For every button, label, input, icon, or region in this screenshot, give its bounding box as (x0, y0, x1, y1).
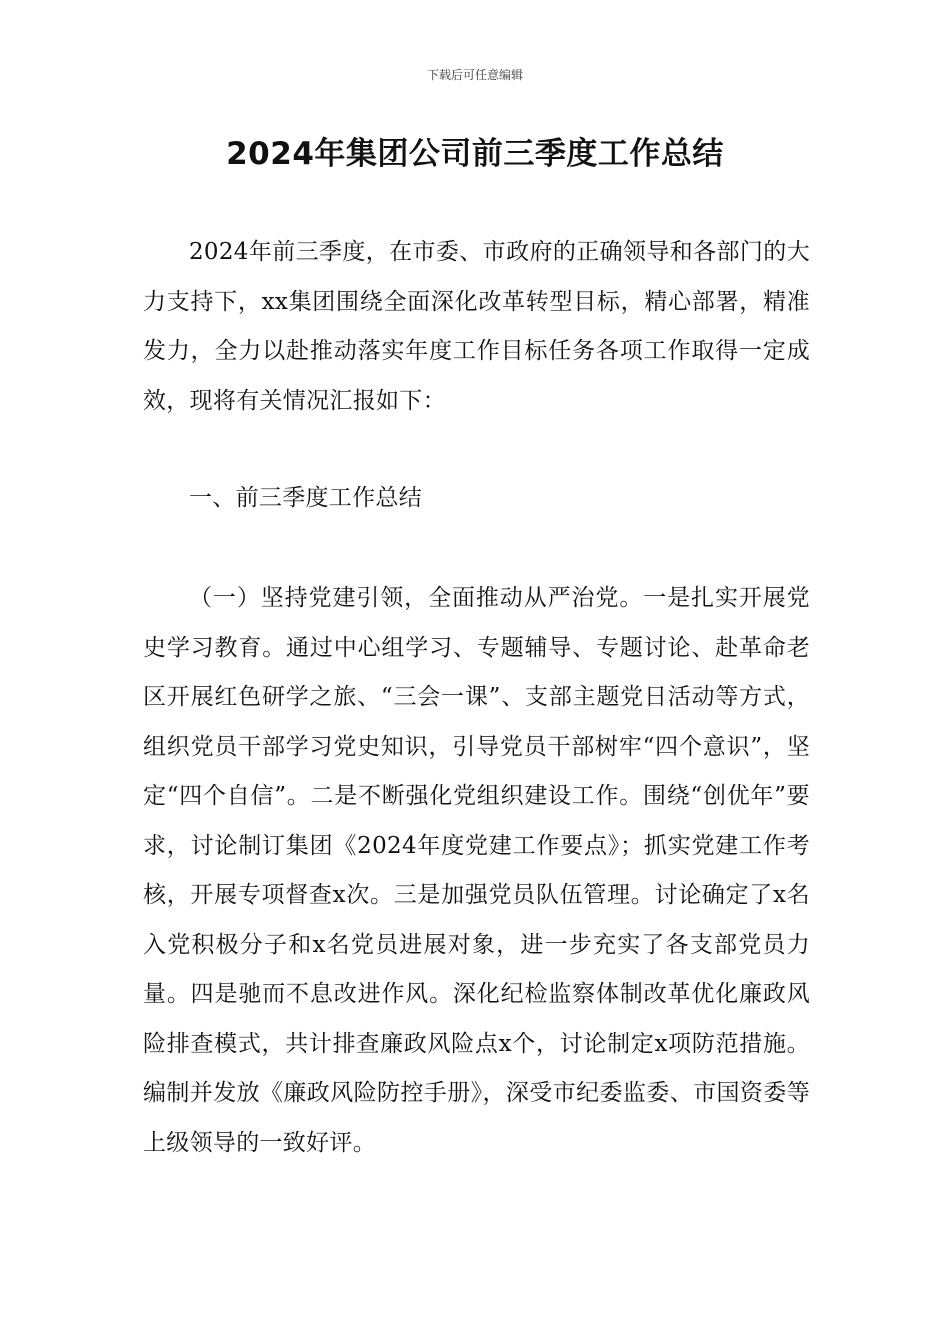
intro-paragraph: 2024年前三季度，在市委、市政府的正确领导和各部门的大力支持下，xx集团围绕全面深化改革转型目标，精心部署，精准发力，全力以赴推动落实年度工作目标任务各项工作取得一定成效，现将有关情况汇报如下： (143, 239, 810, 414)
section-1-paragraph: （一）坚持党建引领，全面推动从严治党。一是扎实开展党史学习教育。通过中心组学习、专题辅导、专题讨论、赴革命老区开展红色研学之旅、“三会一课”、支部主题党日活动等方式，组织党员干部学习党史知识，引导党员干部树牢“四个意识”，坚定“四个自信”。二是不断强化党组织建设工作。围绕“创优年”要求，讨论制订集团《2024年度党建工作要点》；抓实党建工作考核，开展专项督查x次。三是加强党员队伍管理。讨论确定了x名入党积极分子和x名党员进展对象，进一步充实了各支部党员力量。四是驰而不息改进作风。深化纪检监察体制改革优化廉政风险排查模式，共计排查廉政风险点x个，讨论制定x项防范措施。编制并发放《廉政风险防控手册》，深受市纪委监委、市国资委等上级领导的一致好评。 (143, 585, 810, 1156)
section-heading: 一、前三季度工作总结 (189, 485, 422, 511)
header-note: 下载后可任意编辑 (426, 68, 523, 82)
page-title: 2024年集团公司前三季度工作总结 (226, 136, 724, 172)
